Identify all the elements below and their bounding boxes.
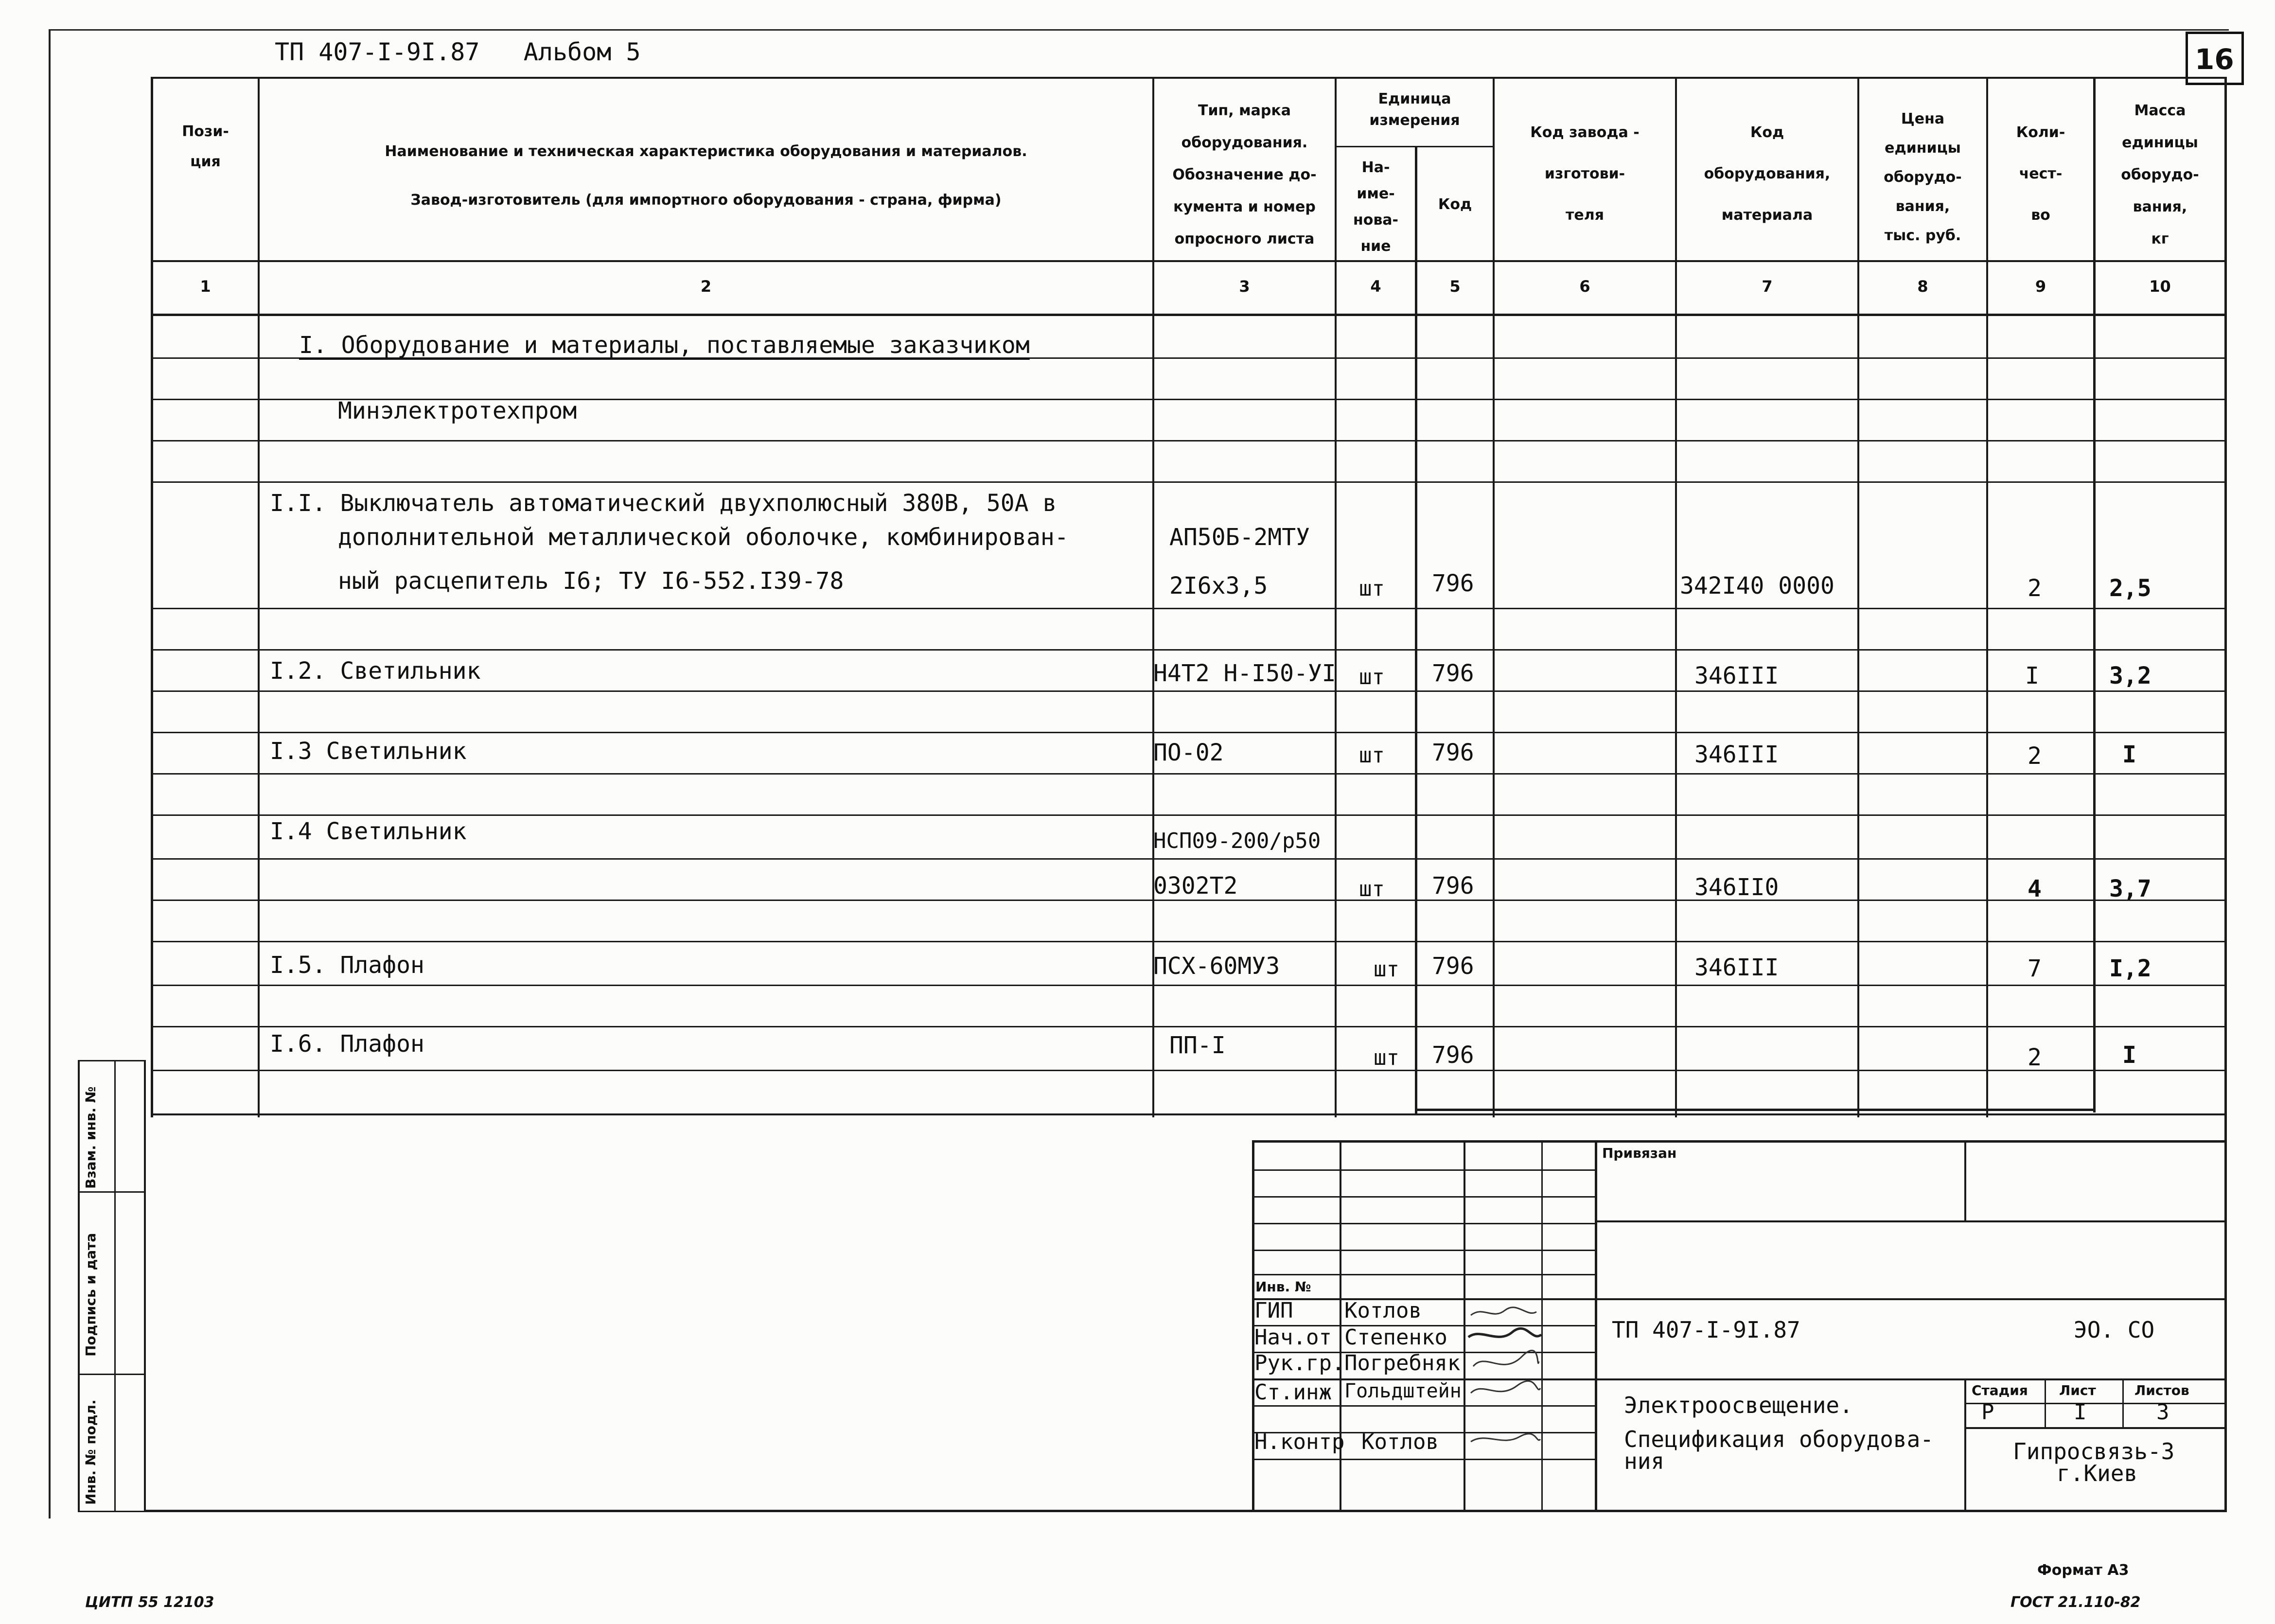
item-unit-code: 796 — [1432, 872, 1474, 900]
section-title: I. Оборудование и материалы, поставляемые заказчиком — [299, 332, 1030, 359]
stage-value: Р — [1981, 1400, 1994, 1425]
col-number: 5 — [1449, 277, 1461, 296]
col-number: 4 — [1370, 277, 1381, 296]
item-material-code: 346III — [1694, 954, 1779, 981]
item-mass: 3,7 — [2109, 875, 2152, 902]
col-header-line: Единица — [1378, 90, 1451, 107]
item-quantity: 4 — [2028, 875, 2042, 902]
inv-no-label: Инв. № — [1255, 1279, 1311, 1295]
sheet-value: I — [2074, 1400, 2087, 1425]
col-header-line: во — [2031, 207, 2050, 224]
item-quantity: 2 — [2028, 742, 2042, 770]
col-header-line: ция — [190, 153, 221, 170]
name-st-inzh: Гольдштейн — [1344, 1380, 1462, 1402]
item-type: АП50Б-2МТУ — [1169, 524, 1310, 551]
doc-code: ТП 407-I-9I.87 — [1612, 1317, 1800, 1343]
name-n-kontr: Котлов — [1361, 1430, 1439, 1454]
item-unit: шт — [1359, 877, 1385, 901]
role-gip: ГИП — [1254, 1298, 1293, 1323]
title-line-3: ния — [1624, 1448, 1665, 1474]
col-number: 2 — [700, 277, 712, 296]
privyazan-label: Привязан — [1602, 1145, 1677, 1161]
item-name: дополнительной металлической оболочке, комбинирован- — [338, 524, 1069, 551]
org-name: Гипросвязь-3 — [2013, 1438, 2175, 1465]
item-material-code: 342I40 0000 — [1680, 572, 1834, 600]
name-ruk: Погребняк — [1344, 1351, 1461, 1376]
col-header-line: кг — [2151, 230, 2169, 247]
col-header-line: вания, — [1895, 198, 1950, 215]
col-header-line: На- — [1361, 159, 1390, 176]
page-number-text: 16 — [2195, 43, 2234, 76]
ministry-label: Минэлектротехпром — [338, 397, 577, 424]
col-header-line: Завод-изготовитель (для импортного оборудования - страна, фирма) — [410, 192, 1002, 209]
col-header-line: Код — [1438, 196, 1472, 213]
col-header-line: опросного листа — [1174, 230, 1315, 247]
col-number: 1 — [200, 277, 211, 296]
item-type: 2I6х3,5 — [1169, 572, 1268, 600]
col-header-line: материала — [1721, 207, 1813, 224]
sheets-label: Листов — [2134, 1382, 2189, 1398]
item-unit-code: 796 — [1432, 953, 1474, 980]
sheets-value: 3 — [2156, 1400, 2169, 1425]
item-unit: шт — [1374, 1045, 1399, 1070]
org-city: г.Киев — [2057, 1460, 2138, 1486]
sheet-label: Лист — [2059, 1382, 2096, 1398]
col-header-line: Масса — [2134, 102, 2186, 119]
item-type: НСП09-200/р50 — [1153, 829, 1321, 853]
col-header-line: единицы — [2122, 134, 2198, 151]
title-line-1: Электроосвещение. — [1624, 1392, 1853, 1418]
col-number: 9 — [2035, 277, 2046, 296]
item-type: 0302Т2 — [1153, 872, 1238, 900]
item-name: I.5. Плафон — [270, 952, 424, 979]
stamp-orig-inv: Инв. № подл. — [83, 1399, 99, 1505]
item-type: ПП-I — [1169, 1032, 1226, 1059]
col-header-line: изготови- — [1544, 165, 1625, 182]
name-gip: Котлов — [1344, 1298, 1422, 1323]
role-nach: Нач.от — [1254, 1325, 1332, 1350]
item-mass: I — [2122, 1041, 2136, 1069]
role-ruk: Рук.гр. — [1254, 1351, 1345, 1376]
item-mass: I — [2122, 741, 2136, 768]
col-header-line: кумента и номер — [1173, 198, 1316, 215]
document-header: ТП 407-I-9I.87 Альбом 5 — [275, 38, 641, 66]
col-header-line: Обозначение до- — [1172, 166, 1317, 183]
item-mass: I,2 — [2109, 955, 2152, 982]
col-header-line: нова- — [1353, 212, 1399, 229]
col-number: 7 — [1762, 277, 1773, 296]
col-header-line: Пози- — [182, 123, 229, 140]
title-line-2: Спецификация оборудова- — [1624, 1426, 1934, 1452]
stage-label: Стадия — [1972, 1382, 2028, 1398]
item-quantity: 7 — [2028, 955, 2042, 982]
col-header-line: Цена — [1901, 110, 1945, 127]
col-header-line: теля — [1566, 207, 1604, 224]
item-name: I.I. Выключатель автоматический двухполюсный 380В, 50А в — [270, 490, 1057, 517]
name-nach: Степенко — [1344, 1325, 1447, 1350]
item-unit-code: 796 — [1432, 1041, 1474, 1069]
item-mass: 3,2 — [2109, 662, 2152, 689]
item-unit-code: 796 — [1432, 660, 1474, 687]
format-label: Формат А3 — [2037, 1562, 2129, 1579]
col-header-line: оборудо- — [1884, 169, 1962, 186]
item-material-code: 346II0 — [1694, 874, 1779, 901]
role-st-inzh: Ст.инж — [1254, 1380, 1332, 1405]
stamp-signature-date: Подпись и дата — [83, 1233, 99, 1357]
item-mass: 2,5 — [2109, 575, 2152, 602]
item-type: Н4Т2 Н-I50-УI — [1153, 660, 1336, 687]
stamp-replace-inv: Взам. инв. № — [83, 1086, 99, 1189]
item-quantity: 2 — [2028, 1044, 2042, 1071]
col-header-line: Коли- — [2016, 124, 2065, 141]
gost-label: ГОСТ 21.110-82 — [2010, 1594, 2141, 1611]
col-header-line: Тип, марка — [1198, 102, 1291, 119]
col-header-line: ние — [1360, 238, 1391, 255]
col-number: 6 — [1579, 277, 1590, 296]
item-name: I.6. Плафон — [270, 1030, 424, 1058]
item-type: ПСХ-60МУ3 — [1153, 953, 1280, 980]
col-header-line: вания, — [2133, 198, 2187, 215]
col-header-line: име- — [1357, 185, 1395, 202]
item-type: ПО-02 — [1153, 739, 1224, 766]
col-header-line: единицы — [1885, 140, 1961, 157]
item-name: I.2. Светильник — [270, 657, 481, 685]
col-header-line: Код завода - — [1530, 124, 1640, 141]
item-material-code: 346III — [1694, 662, 1779, 689]
item-name: I.4 Светильник — [270, 818, 467, 845]
item-unit: шт — [1359, 576, 1385, 601]
item-unit: шт — [1374, 957, 1399, 982]
col-header-line: оборудования, — [1704, 165, 1831, 182]
item-unit: шт — [1359, 743, 1385, 768]
col-number: 8 — [1917, 277, 1928, 296]
item-unit-code: 796 — [1432, 570, 1474, 597]
col-number: 10 — [2149, 277, 2171, 296]
col-header-line: Наименование и техническая характеристика оборудования и материалов. — [385, 143, 1027, 160]
col-header-line: чест- — [2019, 165, 2063, 182]
item-quantity: 2 — [2028, 575, 2042, 602]
col-header-line: измерения — [1369, 112, 1460, 129]
item-unit-code: 796 — [1432, 739, 1474, 766]
item-material-code: 346III — [1694, 741, 1779, 768]
role-n-kontr: Н.контр — [1254, 1430, 1345, 1454]
item-quantity: I — [2025, 662, 2039, 689]
col-number: 3 — [1239, 277, 1250, 296]
ciitp-stamp: ЦИТП 55 12103 — [85, 1594, 214, 1611]
signatures — [1464, 1298, 1595, 1459]
col-header-line: оборудования. — [1181, 134, 1308, 151]
item-name: ный расцепитель I6; ТУ I6-552.I39-78 — [338, 567, 844, 595]
item-name: I.3 Светильник — [270, 738, 467, 765]
col-header-line: тыс. руб. — [1884, 227, 1961, 244]
col-header-line: оборудо- — [2121, 166, 2199, 183]
col-header-line: Код — [1750, 124, 1784, 141]
item-unit: шт — [1359, 665, 1385, 689]
doc-suffix: ЭО. СО — [2074, 1317, 2155, 1343]
